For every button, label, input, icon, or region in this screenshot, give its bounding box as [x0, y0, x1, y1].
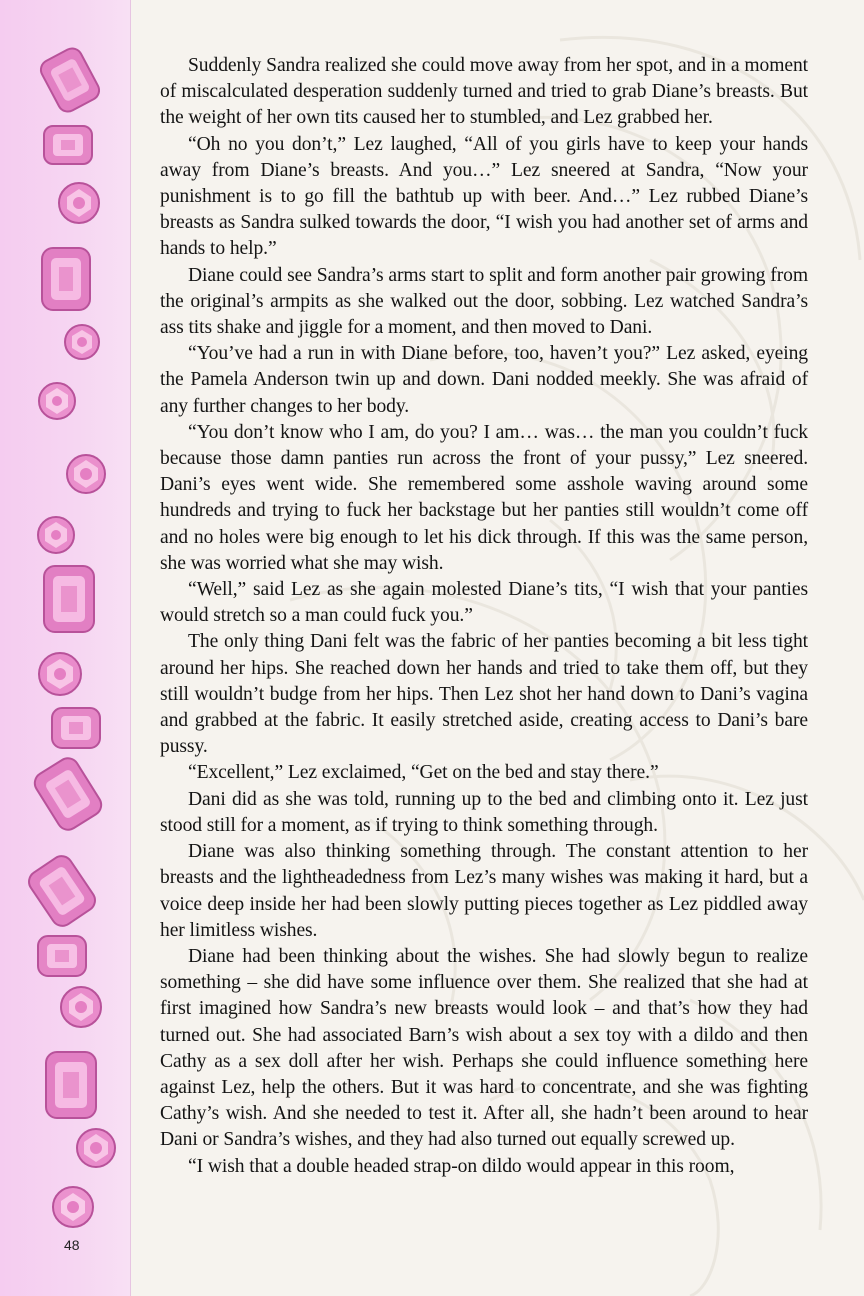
pink-gem-icon	[36, 650, 84, 698]
pink-gem-icon	[40, 562, 98, 636]
paragraph: Dani did as she was told, running up to the bed and climbing onto it. Lez just stood still for a moment, as if trying to think something through.	[160, 788, 808, 836]
pink-gem-icon	[42, 1048, 100, 1122]
pink-gem-icon	[74, 1126, 118, 1170]
pink-gem-icon	[58, 984, 104, 1030]
paragraph: Diane could see Sandra’s arms start to split and form another pair growing from the original’s armpits as she walked out the door, sobbing. Lez watched Sandra’s ass tits shake and jiggle for a moment, and then moved to Dani.	[160, 264, 808, 339]
pink-gem-icon	[62, 322, 102, 362]
paragraph: “You don’t know who I am, do you? I am… was… the man you couldn’t fuck because those damn panties run across the front of your pussy,” Lez sneered. Dani’s eyes went wide. She remembered some asshole waving around some hundreds and trying to fuck her backstage but her panties still wouldn’t come off and no holes were big enough to let his dick through. If this was the same person, she was worried what she may wish.	[160, 421, 808, 574]
pink-gem-icon	[56, 180, 102, 226]
paragraph: Diane had been thinking about the wishes. She had slowly begun to realize something – she did have some influence over them. She realized that she had at first imagined how Sandra’s new breasts would look – and that’s how they had turned out. She had associated Barn’s wish about a sex toy with a dildo and then Cathy as a sex doll after her wish. Perhaps she could influence something here against Lez, help the others. But it was hard to concentrate, and she was fighting Cathy’s wish. And she needed to test it. After all, she hadn’t been around to hear Dani or Sandra’s wishes, and they had also turned out equally screwed up.	[160, 945, 808, 1151]
pink-gem-icon	[34, 514, 78, 556]
pink-gem-icon	[48, 702, 104, 754]
paragraph: “Oh no you don’t,” Lez laughed, “All of you girls have to keep your hands away from Diane’s breasts. And you…” Lez sneered at Sandra, “Now your punishment is to go fill the bathtub up with beer. And…” Lez rubbed Diane’s breasts as Sandra sulked towards the door, “I wish you had another set of arms and hands to help.”	[160, 133, 808, 260]
paragraph: “Well,” said Lez as she again molested Diane’s tits, “I wish that your panties would stretch so a man could fuck you.”	[160, 579, 808, 627]
paragraph: “Excellent,” Lez exclaimed, “Get on the bed and stay there.”	[188, 762, 659, 784]
pink-gem-icon	[50, 1184, 96, 1230]
pink-gem-icon	[64, 452, 108, 496]
pink-gem-icon	[34, 930, 90, 982]
paragraph: Suddenly Sandra realized she could move away from her spot, and in a moment of miscalculated desperation suddenly turned and tried to grab Diane’s breasts. But the weight of her own tits caused her to stumbled, and Lez grabbed her.	[160, 55, 808, 129]
page-number: 48	[64, 1237, 80, 1253]
pink-gem-icon	[40, 120, 96, 170]
pink-gem-icon	[36, 380, 78, 422]
story-text	[160, 53, 808, 1180]
paragraph: “I wish that a double headed strap-on dildo would appear in this room,	[188, 1155, 735, 1177]
pink-gem-icon	[38, 244, 94, 314]
paragraph: “You’ve had a run in with Diane before, too, haven’t you?” Lez asked, eyeing the Pamela Anderson twin up and down. Dani nodded meekly. She was afraid of any further changes to her body.	[160, 343, 808, 417]
pink-gem-icon	[26, 852, 98, 930]
paragraph: The only thing Dani felt was the fabric of her panties becoming a bit less tight around her hips. She reached down her hands and tried to take them off, but they still wouldn’t budge from her hips. Then Lez shot her hand down to Dani’s vagina and grabbed at the fabric. It easily stretched aside, creating access to Dani’s bare pussy.	[160, 631, 808, 758]
pink-gem-icon	[30, 754, 106, 834]
paragraph: Diane was also thinking something through. The constant attention to her breasts and the lightheadedness from Lez’s many wishes was making it hard, but a voice deep inside her had been slowly putting pieces together as Lez piddled away her limitless wishes.	[160, 841, 808, 941]
gem-sidebar	[0, 0, 131, 1296]
pink-gem-icon	[36, 44, 104, 116]
